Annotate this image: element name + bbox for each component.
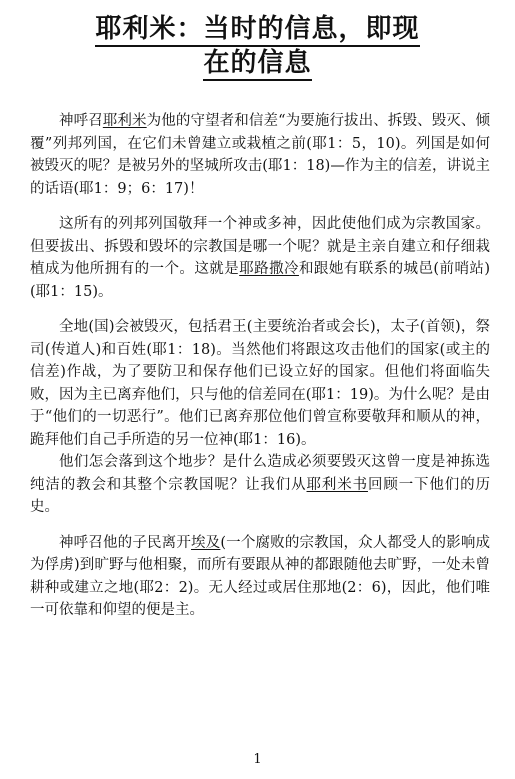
underlined-name-jerusalem: 耶路撒冷: [239, 261, 299, 277]
page-title: [0, 12, 515, 80]
paragraph: [30, 316, 490, 451]
text-segment: 这所有的列邦列国敬拜一个神或多神，因此使他们成为宗教国家。但要拔出、拆毁和毁坏的宗教国是哪一个呢？就是主亲自建立和仔细栽植成为他所拥有的一个。这就是: [30, 216, 490, 277]
title-line-1: 耶利米：当时的信息，即现: [0, 12, 515, 46]
text-segment: 回顾一下他们的历史。: [30, 476, 491, 515]
text-segment: (一个腐败的宗教国，众人都受人的影响成为俘虏)到旷野与他相聚，而所有要跟从神的都跟随他去旷野，一处未曾耕种或建立之地(耶2：2)。无人经过或居住那地(2：6)，因此，他们唯一可依靠和仰望的便是主。: [30, 534, 491, 618]
text-segment: 神呼召: [59, 113, 103, 129]
paragraph: [30, 213, 490, 303]
text-segment: 神呼召他的子民离开: [59, 534, 192, 551]
paragraph: [30, 110, 490, 200]
body-text: [30, 110, 490, 635]
underlined-name-egypt: 埃及: [191, 534, 221, 551]
text-segment: 他们怎会落到这个地步？是什么造成必须要毁灭这曾一度是神拣选纯洁的教会和其整个宗教国呢？让我们从: [30, 454, 490, 493]
text-segment: 全地(国)会被毁灭，包括君王(主要统治者或会长)，太子(首领)，祭司(传道人)和百姓(耶1：18)。当然他们将跟这攻击他们的国家(或主的信差)作战，为了要防卫和保存他们已设立好的国家。但他们将面临失败，因为主已离弃他们，只与他的信差同在(耶1：19)。为什么呢？是由于“他们的一切恶行”。他们已离弃那位他们曾宣称要敬拜和顺从的神，跪拜他们自己手所造的另一位神(耶1：16)。: [30, 319, 490, 448]
text-segment: 为他的守望者和信差“为要施行拔出、拆毁、毁灭、倾覆”列邦列国，在它们未曾建立或栽植之前(耶1：5，10)。列国是如何被毁灭的呢？是被另外的坚城所攻击(耶1：18)—作为主的信差，讲说主的话语(耶1：9；6：17)！: [30, 113, 491, 197]
underlined-name-jeremiah: 耶利米: [102, 113, 147, 129]
underlined-book-jeremiah: 耶利米书: [306, 476, 368, 493]
page-number: 1: [253, 752, 262, 767]
text-segment: 和跟她有联系的城邑(前哨站)(耶1：15)。: [30, 261, 490, 300]
paragraph: [30, 532, 490, 622]
title-line-2: 在的信息: [0, 46, 515, 80]
paragraph: [30, 451, 490, 519]
